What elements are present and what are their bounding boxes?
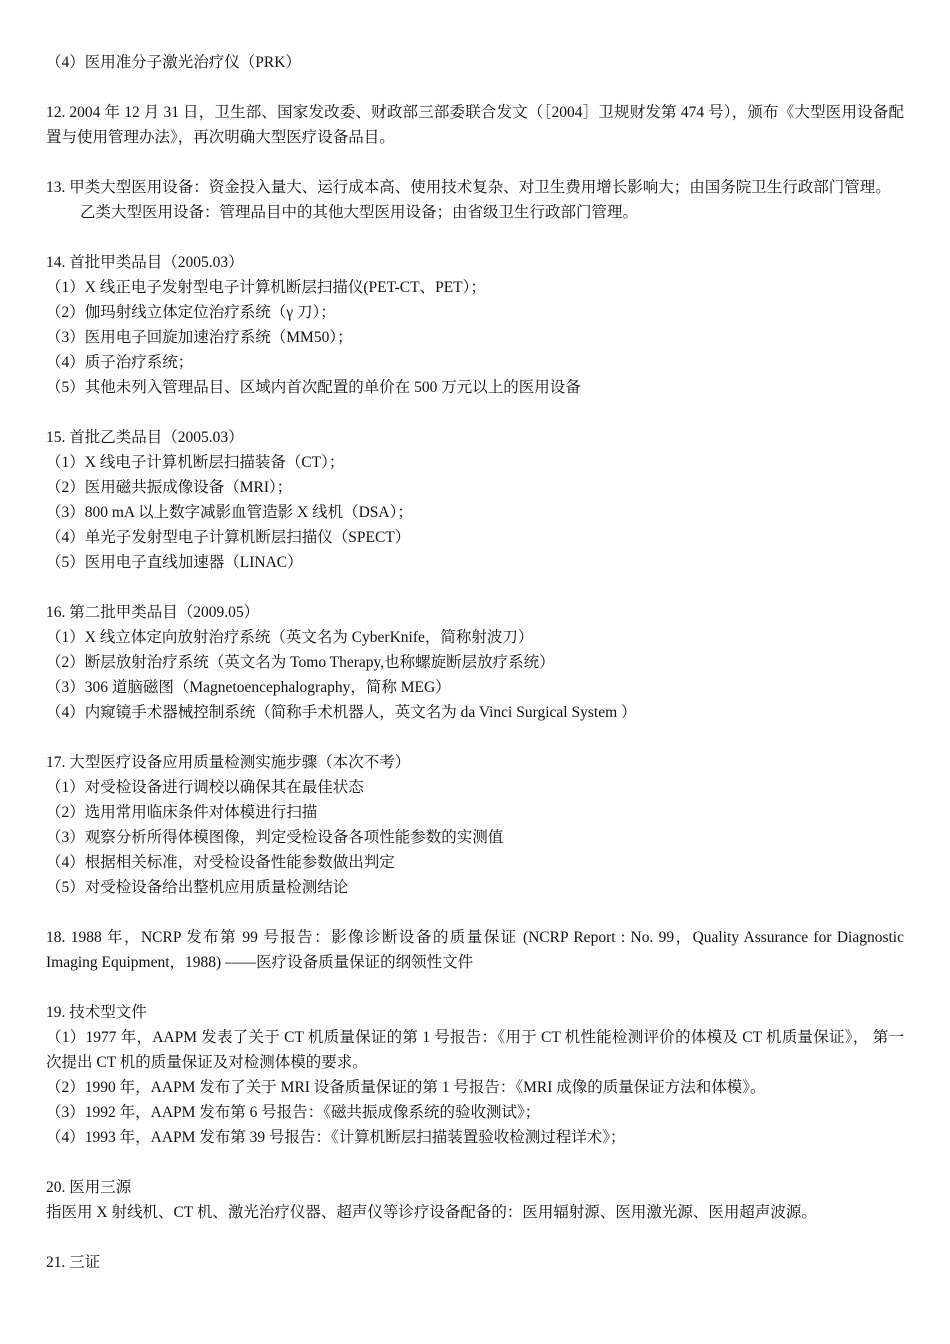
spacer [46, 225, 904, 250]
list-item: （2）断层放射治疗系统（英文名为 Tomo Therapy,也称螺旋断层放疗系统） [46, 654, 555, 671]
section-18: 18. 1988 年，NCRP 发布第 99 号报告：影像诊断设备的质量保证 (NCRP Report : No. 99，Quality Assurance for Diagnostic Imaging Equipment，1988) ——医疗设备质量保证的纲领性文件 [46, 929, 904, 971]
list-item: （2）1990 年，AAPM 发布了关于 MRI 设备质量保证的第 1 号报告：《MRI 成像的质量保证方法和体模》。 [46, 1079, 766, 1096]
section-14-title: 14. 首批甲类品目（2005.03） [46, 254, 244, 271]
section-21-title: 21. 三证 [46, 1254, 101, 1271]
list-item: （5）对受检设备给出整机应用质量检测结论 [46, 879, 349, 896]
spacer [46, 575, 904, 600]
list-item: （4）内窥镜手术器械控制系统（简称手术机器人，英文名为 da Vinci Surgical System ） [46, 704, 637, 721]
list-item: （3）306 道脑磁图（Magnetoencephalography，简称 MEG） [46, 679, 451, 696]
list-item: （4）1993 年，AAPM 发布第 39 号报告：《计算机断层扫描装置验收检测过程详术》； [46, 1129, 626, 1146]
spacer [46, 75, 904, 100]
spacer [46, 400, 904, 425]
list-item: （1）1977 年，AAPM 发表了关于 CT 机质量保证的第 1 号报告：《用于 CT 机性能检测评价的体模及 CT 机质量保证》， 第一次提出 CT 机的质量保证及对检测体模的要求。 [46, 1029, 904, 1071]
spacer [46, 975, 904, 1000]
section-19-title: 19. 技术型文件 [46, 1004, 147, 1021]
list-item: （2）选用常用临床条件对体模进行扫描 [46, 804, 318, 821]
spacer [46, 725, 904, 750]
spacer [46, 1225, 904, 1250]
list-item: （1）X 线立体定向放射治疗系统（英文名为 CyberKnife，简称射波刀） [46, 629, 534, 646]
section-20-body: 指医用 X 射线机、CT 机、激光治疗仪器、超声仪等诊疗设备配备的：医用辐射源、医用激光源、医用超声波源。 [46, 1204, 817, 1221]
spacer [46, 900, 904, 925]
list-item: （1）对受检设备进行调校以确保其在最佳状态 [46, 779, 364, 796]
list-item: （4）医用准分子激光治疗仪（PRK） [46, 54, 301, 71]
list-item: （4）根据相关标准，对受检设备性能参数做出判定 [46, 854, 395, 871]
section-17-title: 17. 大型医疗设备应用质量检测实施步骤（本次不考） [46, 754, 411, 771]
list-item: （3）医用电子回旋加速治疗系统（MM50）； [46, 329, 353, 346]
spacer [46, 150, 904, 175]
list-item: （4）质子治疗系统； [46, 354, 194, 371]
section-12: 12. 2004 年 12 月 31 日，卫生部、国家发改委、财政部三部委联合发文（［2004］卫规财发第 474 号），颁布《大型医用设备配置与使用管理办法》，再次明确大型医疗设备品目。 [46, 104, 904, 146]
spacer [46, 1150, 904, 1175]
section-20-title: 20. 医用三源 [46, 1179, 132, 1196]
list-item: （3）1992 年，AAPM 发布第 6 号报告：《磁共振成像系统的验收测试》； [46, 1104, 541, 1121]
section-13-class-b: 乙类大型医用设备：管理品目中的其他大型医用设备；由省级卫生行政部门管理。 [80, 204, 639, 221]
list-item: （5）其他未列入管理品目、区域内首次配置的单价在 500 万元以上的医用设备 [46, 379, 581, 396]
section-15-title: 15. 首批乙类品目（2005.03） [46, 429, 244, 446]
list-item: （4）单光子发射型电子计算机断层扫描仪（SPECT） [46, 529, 411, 546]
list-item: （2）伽玛射线立体定位治疗系统（γ 刀）； [46, 304, 336, 321]
list-item: （5）医用电子直线加速器（LINAC） [46, 554, 303, 571]
list-item: （1）X 线正电子发射型电子计算机断层扫描仪(PET-CT、PET）； [46, 279, 486, 296]
list-item: （1）X 线电子计算机断层扫描装备（CT）； [46, 454, 345, 471]
section-16-title: 16. 第二批甲类品目（2009.05） [46, 604, 260, 621]
section-13-class-a: 13. 甲类大型医用设备：资金投入量大、运行成本高、使用技术复杂、对卫生费用增长影响大；由国务院卫生行政部门管理。 [46, 179, 891, 196]
list-item: （2）医用磁共振成像设备（MRI）； [46, 479, 293, 496]
list-item: （3）800 mA 以上数字减影血管造影 X 线机（DSA）； [46, 504, 413, 521]
list-item: （3）观察分析所得体模图像，判定受检设备各项性能参数的实测值 [46, 829, 504, 846]
